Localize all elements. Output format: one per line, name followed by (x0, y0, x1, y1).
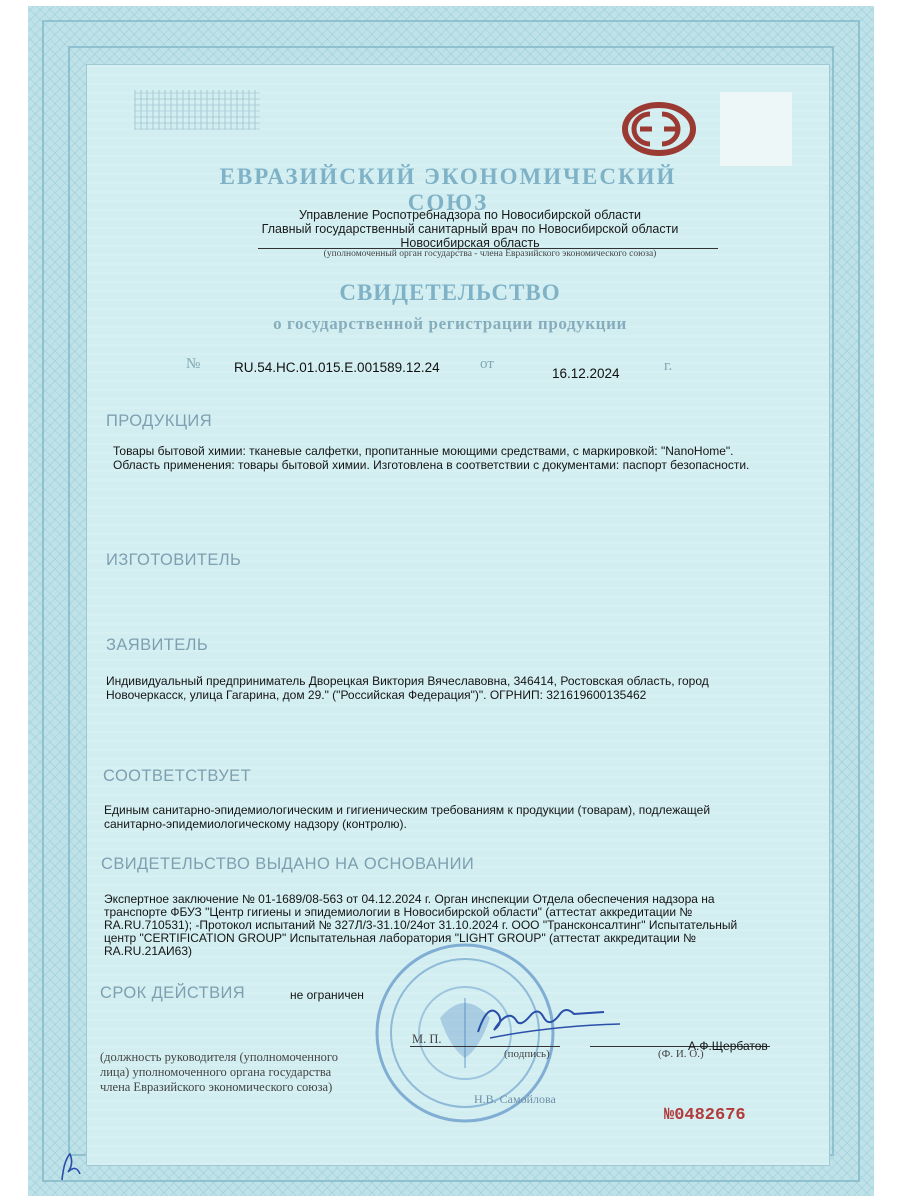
authority-line-3: Новосибирская область (400, 236, 540, 250)
product-line-2: Область применения: товары бытовой химии. Изготовлена в соответствии с документами: паспорт безопасности. (113, 458, 750, 472)
manufacturer-heading: ИЗГОТОВИТЕЛЬ (106, 551, 242, 569)
conforms-line-1: Единым санитарно-эпидемиологическим и гигиеническим требованиям к продукции (товарам), подлежащей (104, 803, 711, 817)
validity-value: не ограничен (290, 988, 364, 1002)
product-line-1: Товары бытовой химии: тканевые салфетки, пропитанные моющими средствами, с маркировкой: "NanoHome". (113, 444, 734, 458)
union-title: ЕВРАЗИЙСКИЙ ЭКОНОМИЧЕСКИЙ СОЮЗ (219, 164, 677, 215)
stamp-name: Н.В. Самойлова (474, 1092, 556, 1106)
hologram-patch (720, 92, 792, 166)
guilloche-ornament (134, 90, 260, 130)
basis-line-2: транспорте ФБУЗ "Центр гигиены и эпидемиологии в Новосибирской области" (аттестат аккредитации № (104, 905, 693, 919)
basis-line-1: Экспертное заключение № 01-1689/08-563 от 04.12.2024 г. Орган инспекции Отдела обеспечения надзора на (104, 892, 715, 906)
handwritten-signature-icon (470, 990, 630, 1050)
position-caption-1: (должность руководителя (уполномоченного (100, 1050, 338, 1064)
certificate-number: RU.54.НС.01.015.Е.001589.12.24 (234, 360, 440, 375)
certificate-date: 16.12.2024 (552, 366, 620, 381)
applicant-line-1: Индивидуальный предприниматель Дворецкая Виктория Вячеславовна, 346414, Ростовская область, город (106, 674, 709, 688)
authority-line-1: Управление Роспотребнадзора по Новосибирской области (298, 208, 642, 222)
conforms-heading: СООТВЕТСТВУЕТ (103, 767, 252, 785)
margin-handwriting-icon (56, 1148, 86, 1184)
basis-heading: СВИДЕТЕЛЬСТВО ВЫДАНО НА ОСНОВАНИИ (101, 855, 475, 873)
sanitary-logo-icon (620, 100, 698, 158)
position-caption-3: члена Евразийского экономического союза) (100, 1080, 333, 1094)
position-caption-2: лица) уполномоченного органа государства (100, 1065, 332, 1079)
number-label: № (186, 356, 201, 372)
signer-name: А.Ф.Щербатов (688, 1039, 768, 1053)
year-suffix: г. (664, 358, 673, 374)
basis-line-4: центр "CERTIFICATION GROUP" Испытательная лаборатория "LIGHT GROUP" (аттестат аккредитации № (104, 931, 697, 945)
product-heading: ПРОДУКЦИЯ (106, 412, 213, 430)
conforms-line-2: санитарно-эпидемиологическому надзору (контролю). (104, 817, 407, 831)
serial-number: №0482676 (664, 1106, 746, 1125)
authority-line-2: Главный государственный санитарный врач по Новосибирской области (261, 222, 679, 236)
validity-heading: СРОК ДЕЙСТВИЯ (100, 984, 246, 1002)
applicant-heading: ЗАЯВИТЕЛЬ (106, 636, 209, 654)
applicant-line-2: Новочеркасск, улица Гагарина, дом 29." ("Российская Федерация")". ОГРНИП: 321619600135462 (106, 688, 647, 702)
certificate-subtitle: о государственной регистрации продукции (273, 314, 627, 333)
basis-line-3: RA.RU.710531); -Протокол испытаний № 327Л/3-31.10/24от 31.10.2024 г. ООО "Трансконсалтинг" Испытательный (104, 918, 738, 932)
name-caption: (Ф. И. О.) (658, 1048, 704, 1060)
mp-label: М. П. (412, 1032, 442, 1046)
date-from-label: от (480, 356, 494, 372)
basis-line-5: RA.RU.21АИ63) (104, 944, 192, 958)
authority-caption: (уполномоченный орган государства - члена Евразийского экономического союза) (323, 249, 657, 259)
certificate-title: СВИДЕТЕЛЬСТВО (339, 280, 561, 305)
signature-caption: (подпись) (504, 1048, 550, 1060)
